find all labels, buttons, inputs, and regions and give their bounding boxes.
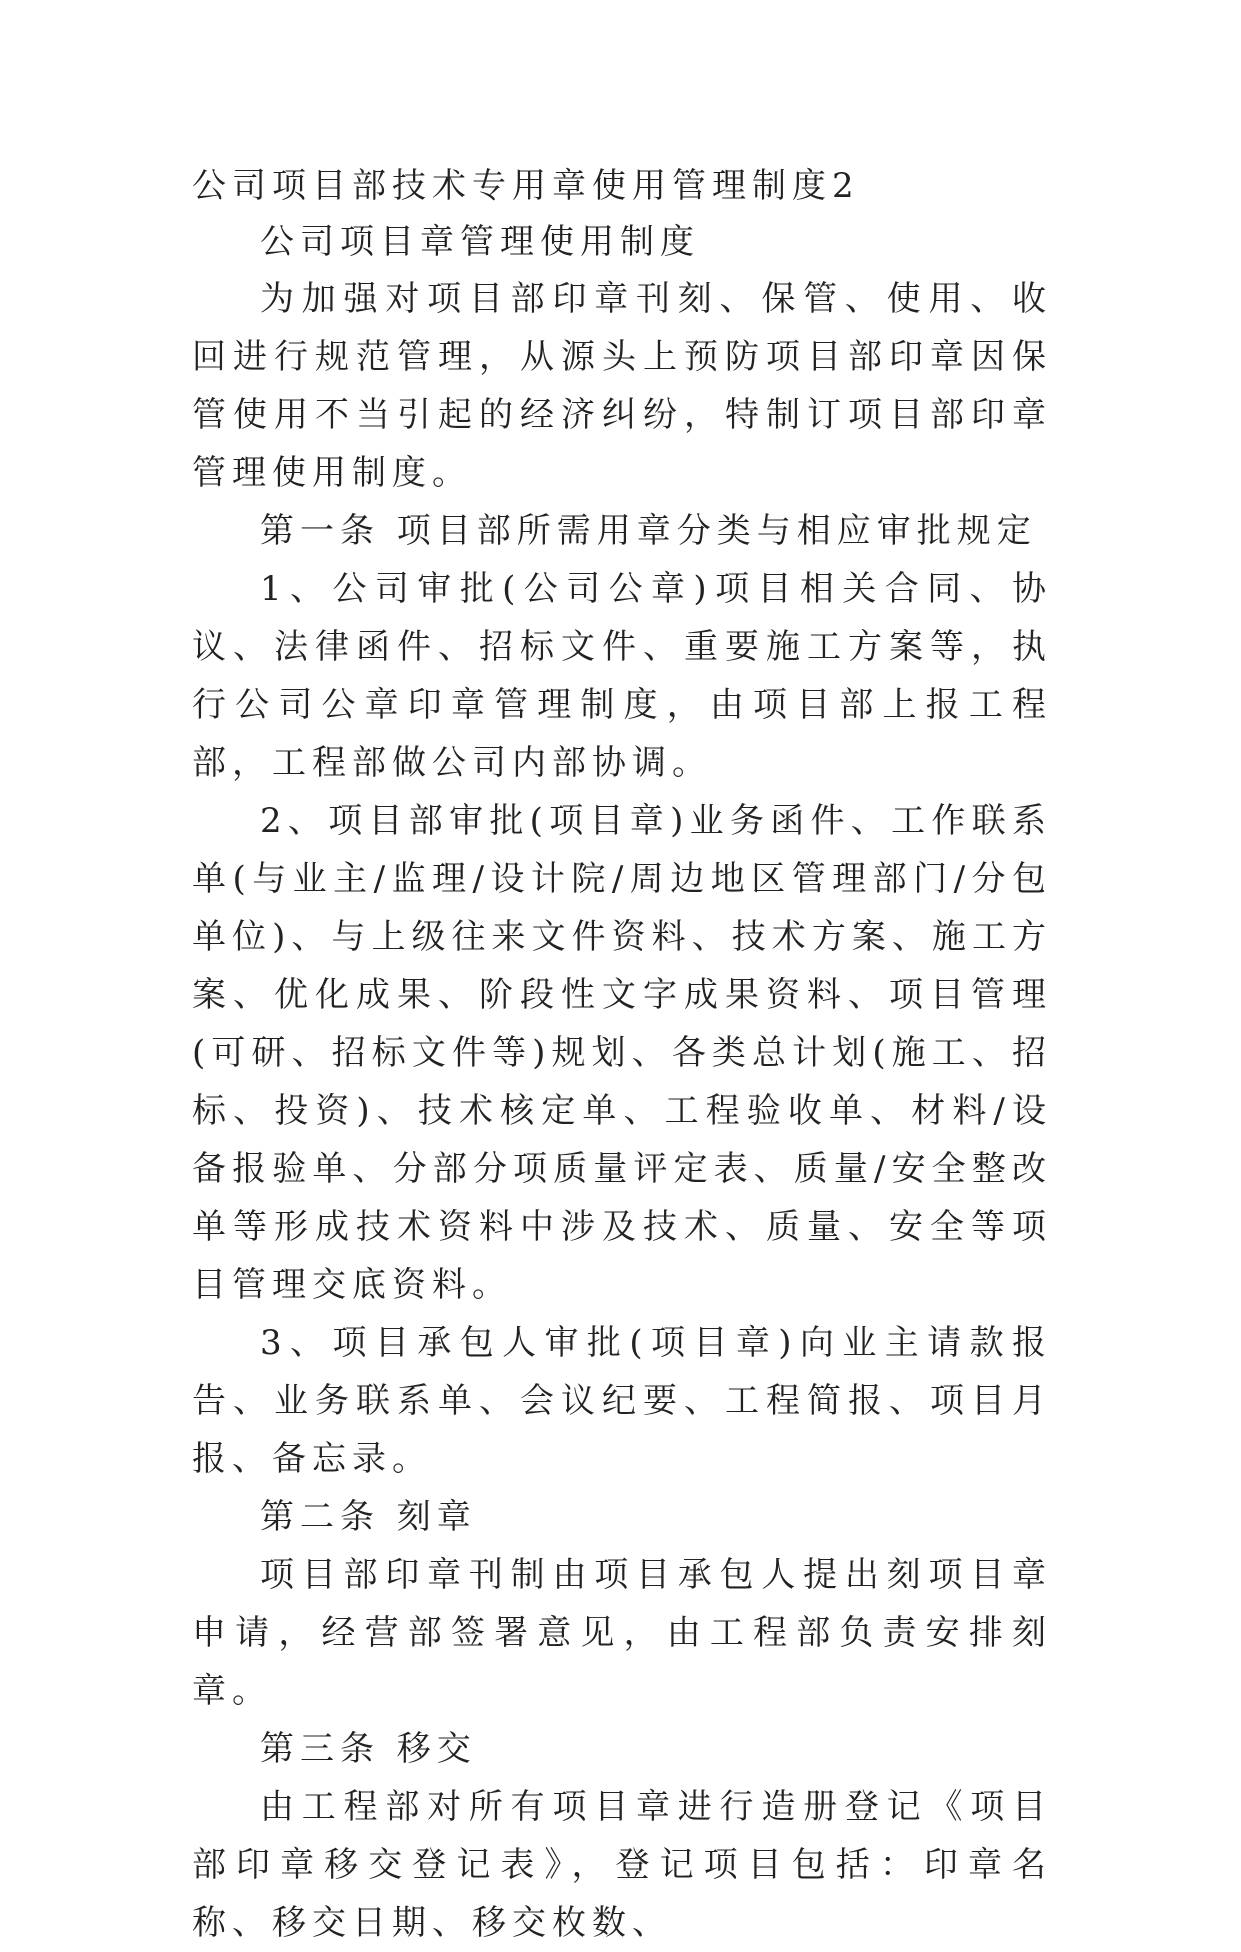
paragraph-item-2: 2、项目部审批(项目章)业务函件、工作联系单(与业主/监理/设计院/周边地区管理部门/分包单位)、与上级往来文件资料、技术方案、施工方案、优化成果、阶段性文字成果资料、项目管理(可研、招标文件等)规划、各类总计划(施工、招标、投资)、技术核定单、工程验收单、材料/设备报验单、分部分项质量评定表、质量/安全整改单等形成技术资料中涉及技术、质量、安全等项目管理交底资料。 bbox=[192, 801, 1052, 1305]
document-subtitle: 公司项目章管理使用制度 bbox=[260, 222, 700, 262]
document-title: 公司项目部技术专用章使用管理制度2 bbox=[192, 166, 860, 206]
paragraph-handover: 由工程部对所有项目章进行造册登记《项目部印章移交登记表》，登记项目包括：印章名称、移交日期、移交枚数、 bbox=[192, 1787, 1052, 1943]
document-body bbox=[192, 158, 1052, 1952]
article-heading-3: 第三条 移交 bbox=[260, 1729, 477, 1769]
article-heading-2: 第二条 刻章 bbox=[260, 1497, 477, 1537]
article-heading-1: 第一条 项目部所需用章分类与相应审批规定 bbox=[260, 511, 1037, 551]
paragraph-engraving: 项目部印章刊制由项目承包人提出刻项目章申请，经营部签署意见，由工程部负责安排刻章。 bbox=[192, 1555, 1052, 1711]
paragraph-preamble: 为加强对项目部印章刊刻、保管、使用、收回进行规范管理，从源头上预防项目部印章因保管使用不当引起的经济纠纷，特制订项目部印章管理使用制度。 bbox=[192, 279, 1052, 493]
paragraph-item-1: 1、公司审批(公司公章)项目相关合同、协议、法律函件、招标文件、重要施工方案等，执行公司公章印章管理制度，由项目部上报工程部，工程部做公司内部协调。 bbox=[192, 569, 1052, 783]
paragraph-item-3: 3、项目承包人审批(项目章)向业主请款报告、业务联系单、会议纪要、工程简报、项目月报、备忘录。 bbox=[192, 1323, 1052, 1479]
